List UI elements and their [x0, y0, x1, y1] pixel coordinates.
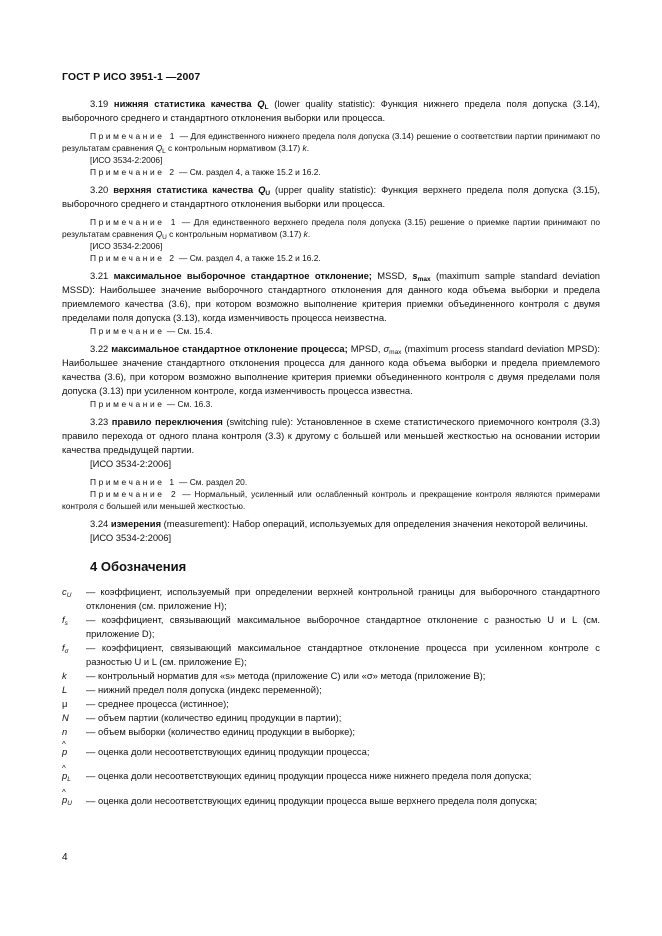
symbol-item: ^ $p_U$ — оценка доли несоответствующих единиц продукции процесса выше верхнего предела поля допуска;: [62, 793, 600, 809]
symbol-item: $c_U$ — коэффициент, используемый при определении верхней контрольной границы для выборочного стандартного отклонения (см. приложение H);: [62, 586, 600, 611]
symbol-item: k — контрольный норматив для «s» метода (приложение C) или «σ» метода (приложение B);: [62, 670, 486, 681]
symbol-item: ^ $p_L$ — оценка доли несоответствующих единиц продукции процесса ниже нижнего предела поля допуска;: [62, 769, 600, 783]
section-title: 4 Обозначения: [90, 559, 187, 574]
document-header: ГОСТ Р ИСО 3951-1 —2007: [62, 71, 201, 83]
clause-3-19: 3.19 нижняя статистика качества $Q_L$ (lower quality statistic): Функция нижнего предела поля допуска (3.14), выборочного среднего и стандартного отклонения выборки или процесса.: [62, 98, 601, 123]
symbol-item: $f_\sigma$ — коэффициент, связывающий максимальное стандартное отклонение процесса при усиленном контроле с разностью U и L (см. приложение E);: [62, 642, 600, 667]
note-3-20-1: Примечание 1 — Для единственного верхнего предела поля допуска (3.15) решение о приемке партии принимают по результатам сравнения $Q_U$ с контрольным нормативом (3.17) k.: [62, 217, 600, 241]
symbol-item: n — объем выборки (количество единиц продукции в выборке);: [62, 726, 356, 737]
note-3-22: Примечание — См. 16.3.: [90, 399, 213, 409]
citation-3-23: [ИСО 3534-2:2006]: [90, 458, 172, 469]
note-3-23-2: Примечание 2 — Нормальный, усиленный или ослабленный контроль и прекращение контроля являются примерами контроля с большей или меньшей жесткостью.: [62, 489, 600, 511]
citation-3-19: [ИСО 3534-2:2006]: [90, 155, 163, 165]
clause-3-21: 3.21 максимальное выборочное стандартное отклонение; MSSD, $s_{max}$ (maximum sample standard deviation MSSD): Наибольшее значение выборочного стандартного отклонения для данного кода объема выборки и предела приемлемого качества (3.6), при котором возможно выполнение критерия приемки объединенного контроля с двумя пределами поля допуска (3.13), когда изменчивость процесса неизвестна.: [62, 270, 601, 323]
note-3-21: Примечание — См. 15.4.: [90, 326, 213, 336]
symbol-item: L — нижний предел поля допуска (индекс переменной);: [62, 684, 322, 695]
clause-3-20: 3.20 верхняя статистика качества $Q_U$ (upper quality statistic): Функция верхнего предела поля допуска (3.15), выборочного среднего и стандартного отклонения выборки или процесса.: [62, 184, 601, 209]
symbol-item: μ — среднее процесса (истинное);: [62, 698, 229, 709]
note-3-20-2: Примечание 2 — См. раздел 4, а также 15.2 и 16.2.: [90, 253, 321, 263]
note-3-23-1: Примечание 1 — См. раздел 20.: [90, 477, 248, 487]
citation-3-20: [ИСО 3534-2:2006]: [90, 241, 163, 251]
note-3-19-2: Примечание 2 — См. раздел 4, а также 15.2 и 16.2.: [90, 167, 321, 177]
symbol-item: $f_s$ — коэффициент, связывающий максимальное выборочное стандартное отклонение с разностью U и L (см. приложение D);: [62, 614, 600, 639]
symbol-list: [62, 585, 600, 809]
clause-3-23: 3.23 правило переключения (switching rule): Установленное в схеме статистического приемочного контроля (3.3) правило перехода от одного плана контроля (3.3) к другому с большей или меньшей жесткостью на основании истории качества предыдущей партии.: [62, 416, 600, 455]
symbol-item: ^ p — оценка доли несоответствующих единиц продукции процесса;: [62, 745, 600, 759]
clause-3-24: 3.24 измерения (measurement): Набор операций, используемых для определения значения некоторой величины.: [90, 518, 588, 529]
symbol-item: N — объем партии (количество единиц продукции в партии);: [62, 712, 342, 723]
page-number: 4: [62, 852, 68, 863]
clause-3-22: 3.22 максимальное стандартное отклонение процесса; MPSD, $\sigma_{max}$ (maximum process standard deviation MPSD): Наибольшее значение стандартного отклонения процесса для данного кода объема выборки и предела приемлемого качества (3.6), при котором возможно выполнение критерия приемки объединенного контроля с двумя пределами поля допуска (3.13) при усиленном контроле, когда изменчивость процесса известна.: [62, 343, 600, 396]
note-3-19-1: Примечание 1 — Для единственного нижнего предела поля допуска (3.14) решение о соответствии партии принимают по результатам сравнения $Q_L$ с контрольным нормативом (3.17) k.: [62, 131, 600, 155]
document-body: [62, 97, 600, 809]
citation-3-24: [ИСО 3534-2:2006]: [90, 532, 172, 543]
